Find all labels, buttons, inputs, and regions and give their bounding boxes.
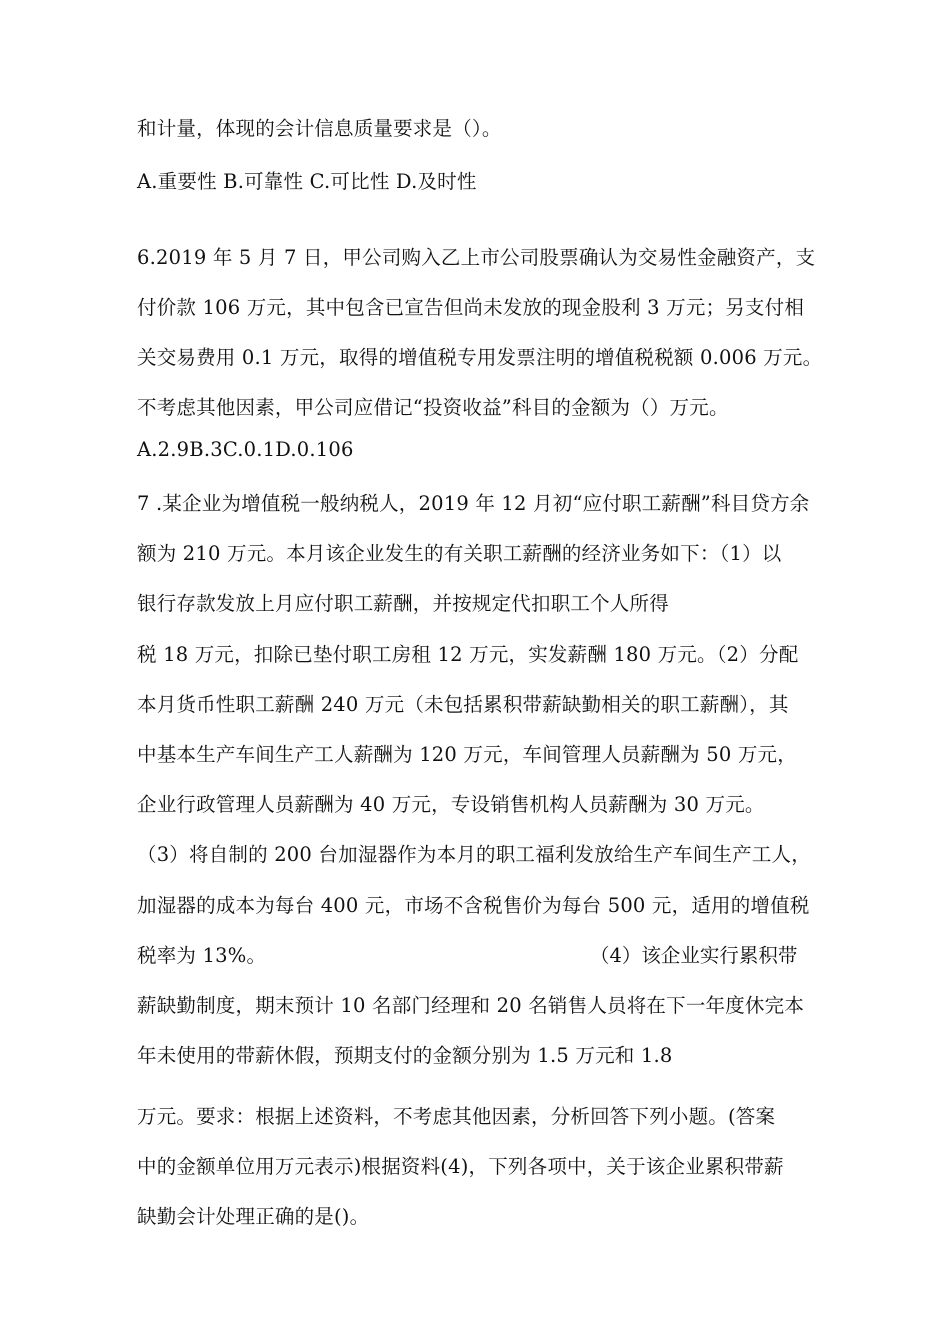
text-line: 7 .某企业为增值税一般纳税人，2019 年 12 月初“应付职工薪酬”科目贷方余 [137, 492, 810, 515]
text-line: 额为 210 万元。本月该企业发生的有关职工薪酬的经济业务如下：（1）以 [137, 542, 782, 565]
text-line: 年未使用的带薪休假，预期支付的金额分别为 1.5 万元和 1.8 [137, 1044, 673, 1067]
text-line: 加湿器的成本为每台 400 元，市场不含税售价为每台 500 元，适用的增值税 [137, 894, 810, 917]
text-line: 付价款 106 万元，其中包含已宣告但尚未发放的现金股利 3 万元；另支付相 [137, 296, 805, 319]
text-line: （3）将自制的 200 台加湿器作为本月的职工福利发放给生产车间生产工人， [137, 843, 811, 866]
text-line: 银行存款发放上月应付职工薪酬，并按规定代扣职工个人所得 [137, 592, 669, 615]
text-line: 和计量，体现的会计信息质量要求是（）。 [137, 117, 502, 140]
text-line: 万元。要求：根据上述资料，不考虑其他因素，分析回答下列小题。(答案 [137, 1105, 776, 1128]
text-line: 中基本生产车间生产工人薪酬为 120 万元，车间管理人员薪酬为 50 万元， [137, 743, 797, 766]
text-line: A.2.9B.3C.0.1D.0.106 [137, 438, 354, 461]
text-line-right: （4）该企业实行累积带 [590, 944, 798, 967]
text-line: 税率为 13%。 [137, 944, 267, 967]
text-line: 缺勤会计处理正确的是()。 [137, 1205, 370, 1228]
text-line: 薪缺勤制度，期末预计 10 名部门经理和 20 名销售人员将在下一年度休完本 [137, 994, 805, 1017]
text-line: 不考虑其他因素，甲公司应借记“投资收益”科目的金额为（）万元。 [137, 396, 729, 419]
text-line: A.重要性 B.可靠性 C.可比性 D.及时性 [137, 170, 477, 193]
text-line: 税 18 万元，扣除已垫付职工房租 12 万元，实发薪酬 180 万元。（2）分配 [137, 643, 799, 666]
text-line: 中的金额单位用万元表示)根据资料(4)，下列各项中，关于该企业累积带薪 [137, 1155, 784, 1178]
text-line: 关交易费用 0.1 万元，取得的增值税专用发票注明的增值税税额 0.006 万元。 [137, 346, 823, 369]
text-line: 企业行政管理人员薪酬为 40 万元，专设销售机构人员薪酬为 30 万元。 [137, 793, 765, 816]
text-line: 本月货币性职工薪酬 240 万元（未包括累积带薪缺勤相关的职工薪酬），其 [137, 693, 789, 716]
text-line: 6.2019 年 5 月 7 日，甲公司购入乙上市公司股票确认为交易性金融资产，支 [137, 246, 816, 269]
